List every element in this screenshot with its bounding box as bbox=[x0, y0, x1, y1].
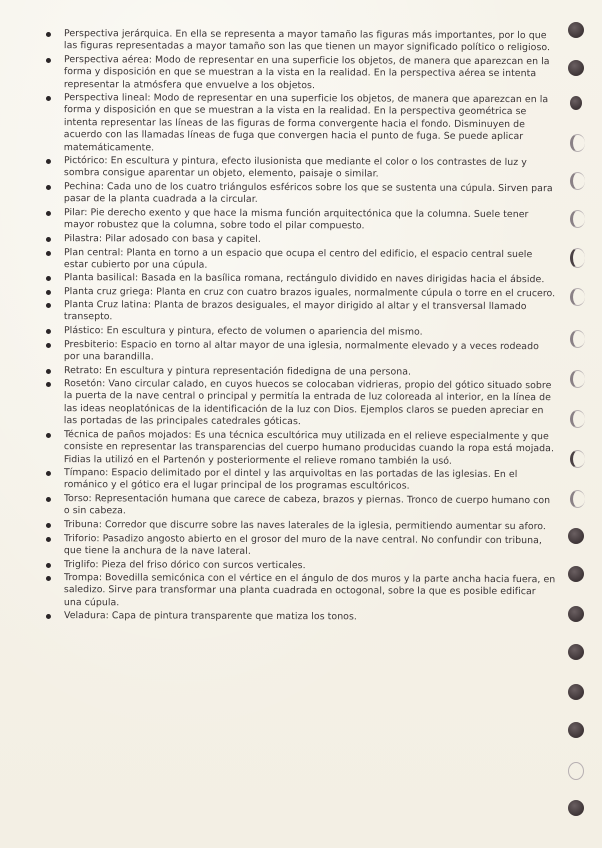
bullet-icon bbox=[46, 237, 51, 242]
entry-text: Planta basilical: Basada en la basílica romana, rectángulo dividido en naves dirigidas hacia el ábside. bbox=[63, 272, 545, 286]
list-item bbox=[46, 519, 556, 534]
entry-text: Presbiterio: Espacio en torno al altar mayor de una iglesia, normalmente elevado y a veces rodeado por una barandilla. bbox=[63, 338, 539, 363]
punch-hole-icon bbox=[570, 410, 585, 428]
list-item bbox=[46, 28, 556, 55]
bullet-icon bbox=[46, 563, 51, 568]
entry-text: Tribuna: Corredor que discurre sobre las naves laterales de la iglesia, permitiendo aumentar su aforo. bbox=[63, 519, 546, 533]
list-item bbox=[46, 207, 556, 234]
bullet-icon bbox=[46, 32, 51, 37]
entry-text: Tímpano: Espacio delimitado por el dintel y las arquivoltas en las portadas de las iglesias. En el románico y el gótico era el lugar principal de los programas escultóricos. bbox=[63, 467, 518, 493]
punch-hole-icon bbox=[568, 684, 584, 700]
binder-holes bbox=[562, 0, 602, 848]
entry-text: Pictórico: En escultura y pintura, efecto ilusionista que mediante el color o los contrastes de luz y sombra consigue aparentar un objeto, elemento, paisaje o similar. bbox=[63, 155, 527, 181]
entry-text: Triforio: Pasadizo angosto abierto en el grosor del muro de la nave central. No confundir con tribuna, que tiene la anchura de la nave lateral. bbox=[63, 532, 542, 557]
entry-text: Perspectiva lineal: Modo de representar en una superficie los objetos, de manera que aparezcan en la forma y disposición en que se muestran a la vista en la realidad. En la perspectiva geométrica se intenta representar las líneas de las figuras de forma convergente hacia el fondo. Disminuyen de acuerdo con las llamadas líneas de fuga que convergen hacia el punto de fuga. Se puede aplicar matemáticamente. bbox=[63, 92, 549, 154]
bullet-icon bbox=[46, 343, 51, 348]
entry-text: Torso: Representación humana que carece de cabeza, brazos y piernas. Tronco de cuerpo humano con o sin cabeza. bbox=[63, 493, 551, 517]
glossary-list bbox=[46, 28, 556, 624]
list-item bbox=[46, 299, 556, 326]
bullet-icon bbox=[46, 576, 51, 581]
bullet-icon bbox=[46, 58, 51, 63]
entry-text: Rosetón: Vano circular calado, en cuyos huecos se colocaban vidrieras, propio del gótico situado sobre la puerta de la nave central o principal y permitía la entrada de luz coloreada al interior, en la línea de las ideas neoplatónicas de la identificación de la luz con Dios. Ejemplos claros se pueden apreciar en las portadas de las principales catedrales góticas. bbox=[63, 378, 552, 428]
bullet-icon bbox=[46, 369, 51, 374]
bullet-icon bbox=[46, 211, 51, 216]
entry-text: Trompa: Bovedilla semicónica con el vértice en el ángulo de dos muros y la parte ancha hacia fuera, en saledizo. Sirve para transformar una planta cuadrada en octogonal, sobre la que es posible edificar una cúpula. bbox=[63, 572, 556, 609]
punch-hole-icon bbox=[570, 96, 582, 110]
punch-hole-icon bbox=[568, 800, 584, 816]
bullet-icon bbox=[46, 433, 51, 438]
bullet-icon bbox=[46, 471, 51, 476]
punch-hole-icon bbox=[570, 248, 585, 268]
list-item bbox=[46, 325, 556, 340]
list-item bbox=[46, 572, 556, 611]
list-item bbox=[46, 378, 556, 430]
list-item bbox=[46, 155, 556, 182]
bullet-icon bbox=[46, 382, 51, 387]
entry-text: Pilastra: Pilar adosado con basa y capitel. bbox=[63, 233, 261, 246]
list-item bbox=[46, 533, 556, 560]
list-item bbox=[46, 54, 556, 93]
bullet-icon bbox=[46, 329, 51, 334]
list-item bbox=[46, 272, 556, 287]
bullet-icon bbox=[46, 96, 51, 101]
punch-hole-icon bbox=[570, 450, 585, 468]
list-item bbox=[46, 365, 556, 380]
list-item bbox=[46, 559, 556, 574]
punch-hole-icon bbox=[570, 370, 585, 388]
entry-text: Retrato: En escultura y pintura representación fidedigna de una persona. bbox=[63, 364, 412, 378]
bullet-icon bbox=[46, 303, 51, 308]
punch-hole-icon bbox=[568, 60, 584, 76]
bullet-icon bbox=[46, 276, 51, 281]
punch-hole-icon bbox=[568, 22, 584, 38]
list-item bbox=[46, 429, 556, 468]
entry-text: Pilar: Pie derecho exento y que hace la misma función arquitectónica que la columna. Suele tener mayor robustez que la columna, sobre todo el pilar compuesto. bbox=[63, 207, 529, 232]
bullet-icon bbox=[46, 614, 51, 619]
punch-hole-icon bbox=[570, 172, 585, 190]
bullet-icon bbox=[46, 159, 51, 164]
list-item bbox=[46, 493, 556, 520]
entry-text: Pechina: Cada uno de los cuatro triángulos esféricos sobre los que se sustenta una cúpula. Sirven para pasar de la planta cuadrada a la circular. bbox=[63, 181, 553, 206]
bullet-icon bbox=[46, 185, 51, 190]
entry-text: Técnica de paños mojados: Es una técnica escultórica muy utilizada en el relieve especialmente y que consiste en representar las transparencias del cuerpo humano producidas cuando la ropa está mojada. Fidias la utilizó en el Partenón y posteriormente el relieve romano también la usó. bbox=[63, 429, 555, 467]
list-item bbox=[46, 233, 556, 248]
bullet-icon bbox=[46, 537, 51, 542]
list-item bbox=[46, 610, 556, 625]
bullet-icon bbox=[46, 290, 51, 295]
entry-text: Plástico: En escultura y pintura, efecto de volumen o apariencia del mismo. bbox=[63, 325, 423, 339]
bullet-icon bbox=[46, 523, 51, 528]
bullet-icon bbox=[46, 251, 51, 256]
entry-text: Planta cruz griega: Planta en cruz con cuatro brazos iguales, normalmente cúpula o torre en el crucero. bbox=[63, 286, 556, 300]
list-item bbox=[46, 181, 556, 208]
punch-hole-icon bbox=[570, 134, 585, 152]
list-item bbox=[46, 247, 556, 274]
punch-hole-icon bbox=[570, 490, 585, 508]
punch-hole-icon bbox=[568, 762, 584, 780]
bullet-icon bbox=[46, 497, 51, 502]
entry-text: Perspectiva aérea: Modo de representar en una superficie los objetos, de manera que aparezcan en la forma y disposición en que se muestran a la vista en la realidad. En la perspectiva aérea se intenta representar la atmósfera que envuelve a los objetos. bbox=[63, 53, 550, 91]
list-item bbox=[46, 92, 556, 156]
entry-text: Veladura: Capa de pintura transparente que matiza los tonos. bbox=[63, 610, 357, 623]
punch-hole-icon bbox=[570, 288, 585, 306]
punch-hole-icon bbox=[568, 644, 584, 660]
list-item bbox=[46, 339, 556, 366]
punch-hole-icon bbox=[568, 528, 584, 544]
punch-hole-icon bbox=[570, 210, 585, 228]
entry-text: Triglifo: Pieza del friso dórico con surcos verticales. bbox=[63, 558, 306, 571]
punch-hole-icon bbox=[568, 566, 584, 582]
punch-hole-icon bbox=[568, 722, 584, 738]
list-item bbox=[46, 467, 556, 494]
entry-text: Planta Cruz latina: Planta de brazos desiguales, el mayor dirigido al altar y el transversal llamado transepto. bbox=[63, 299, 527, 324]
entry-text: Plan central: Planta en torno a un espacio que ocupa el centro del edificio, el espacio central suele estar cubierto por una cúpula. bbox=[63, 246, 533, 271]
punch-hole-icon bbox=[570, 330, 585, 348]
entry-text: Perspectiva jerárquica. En ella se representa a mayor tamaño las figuras más importantes, por lo que las figuras representadas a mayor tamaño son las que tienen un mayor significado político o religioso. bbox=[63, 28, 551, 54]
punch-hole-icon bbox=[568, 606, 584, 622]
